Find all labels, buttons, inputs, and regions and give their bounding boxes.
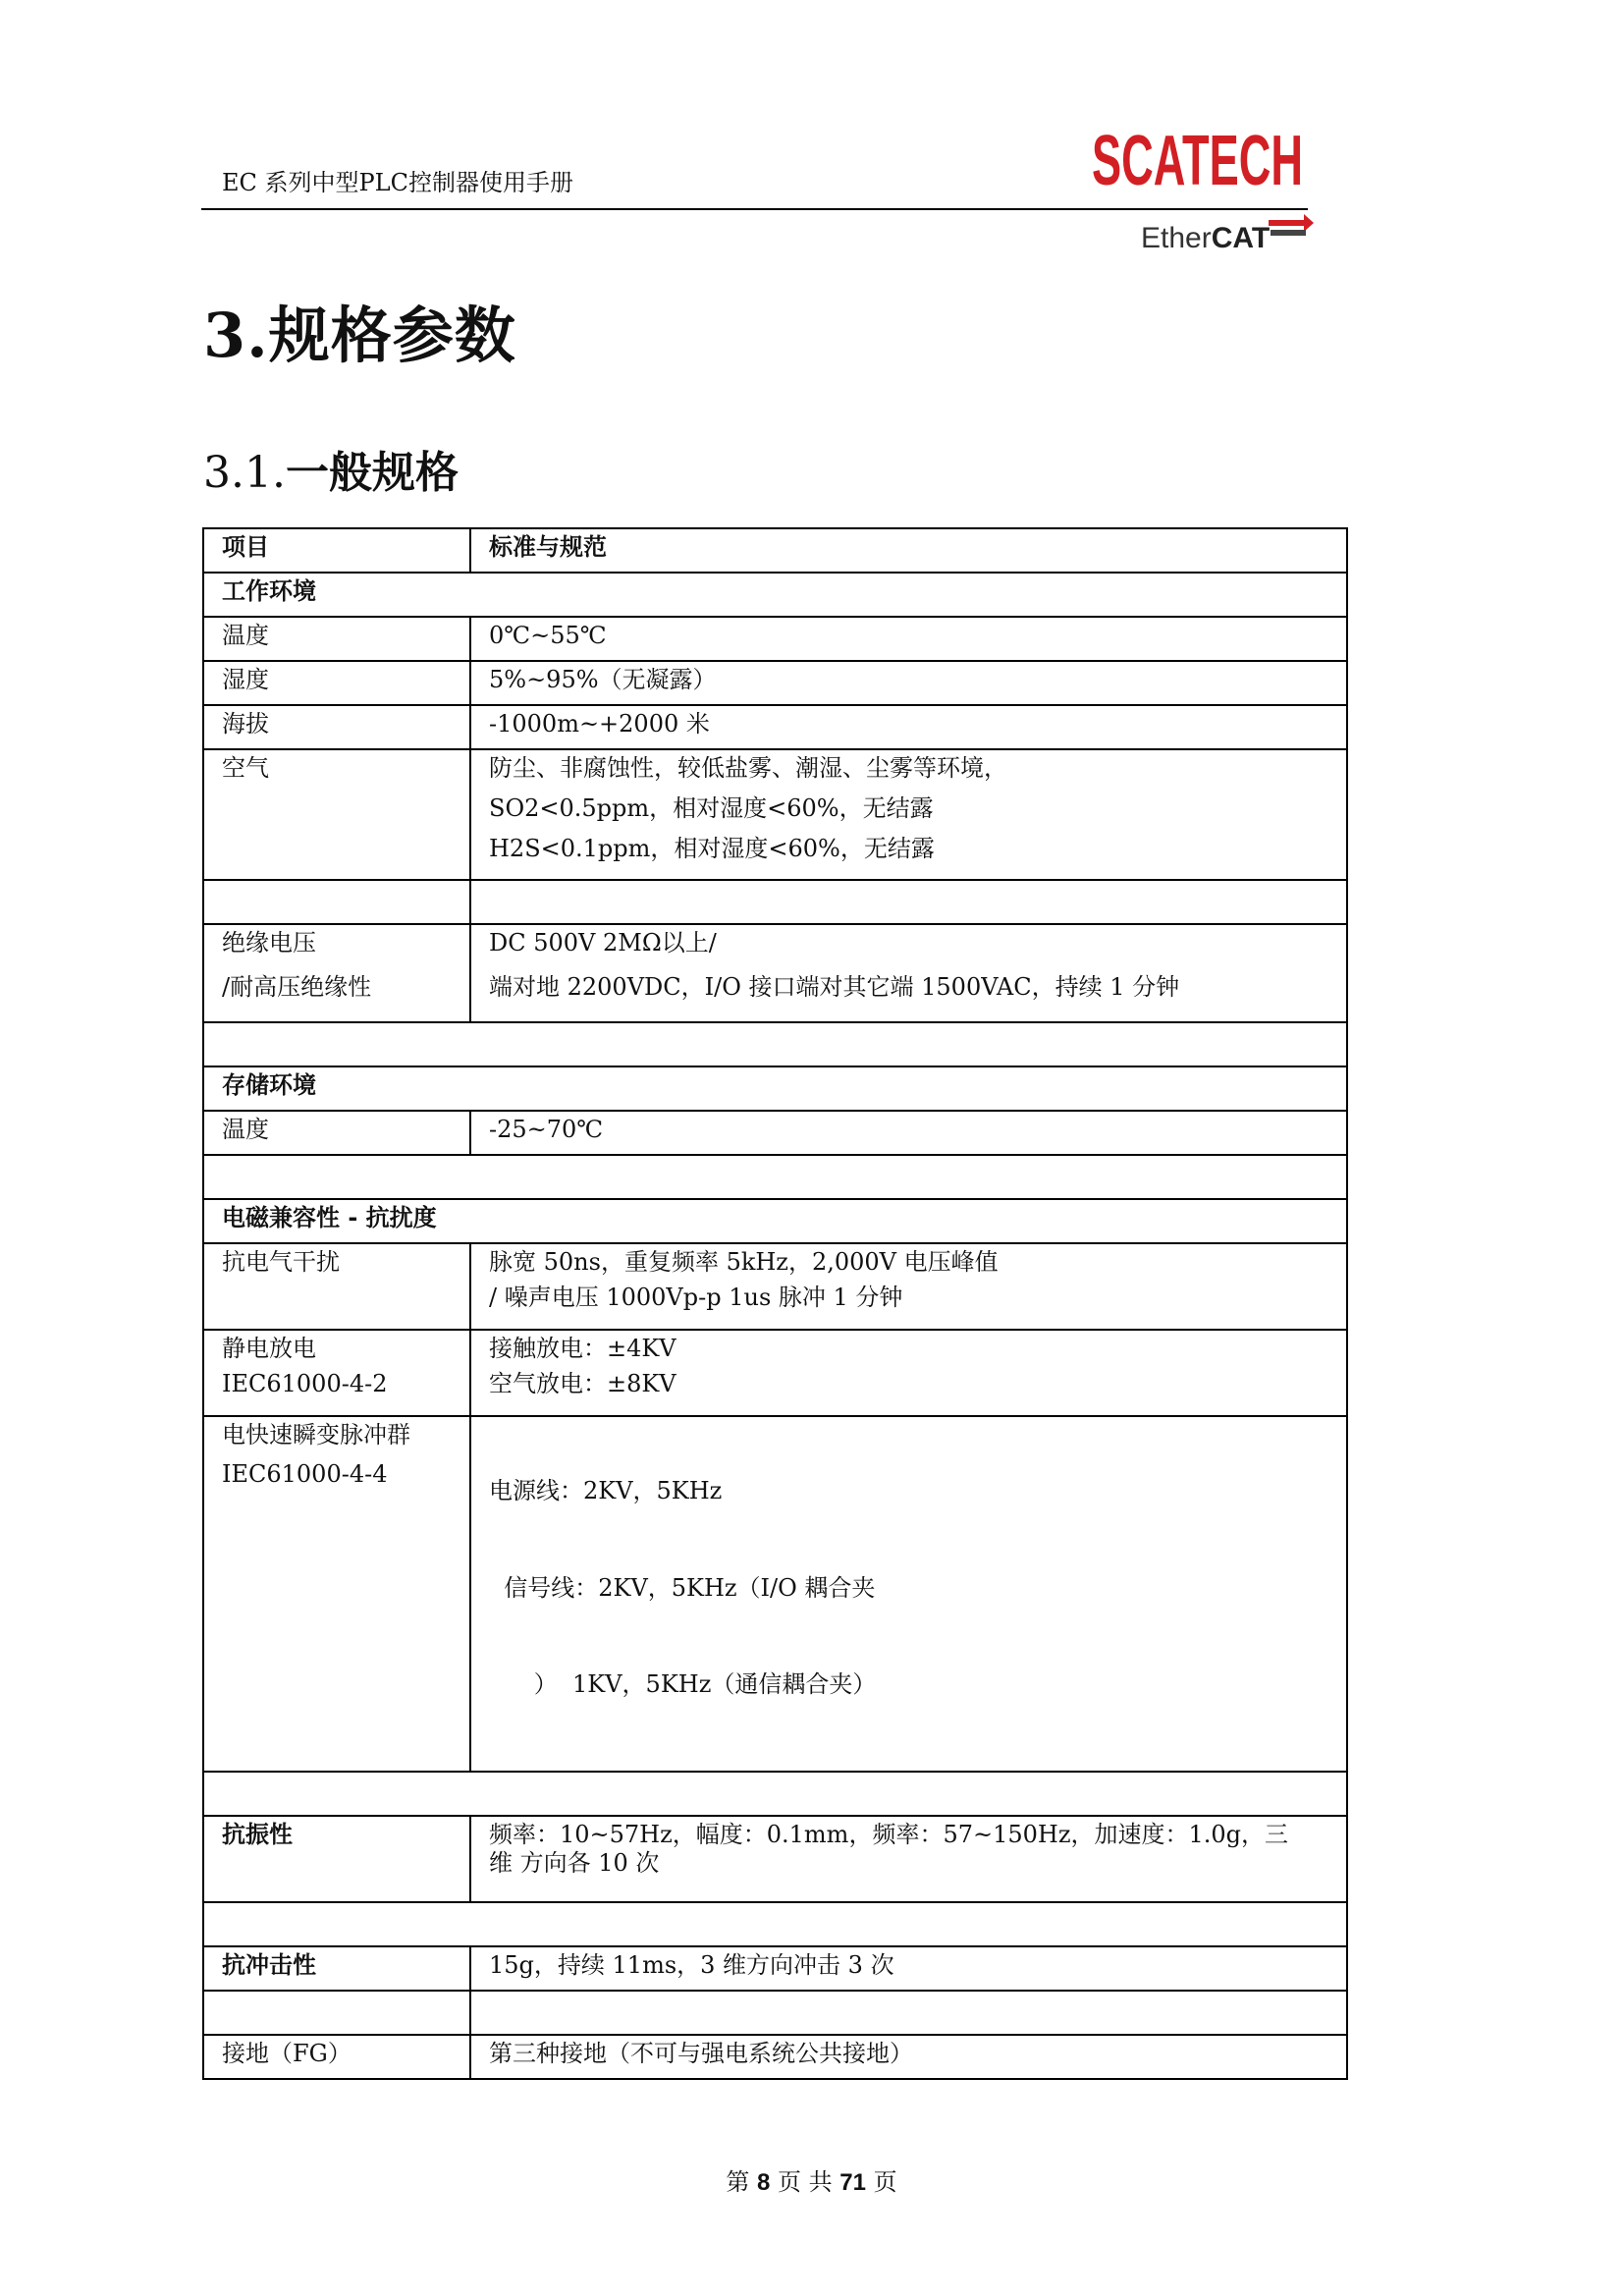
- page-total: 71: [839, 2169, 866, 2196]
- row-label: 接地（FG）: [203, 2035, 470, 2079]
- value-line: ） 1KV，5KHz（通信耦合夹）: [489, 1669, 877, 1698]
- label-line: /耐高压绝缘性: [222, 972, 372, 1001]
- table-header-row: [203, 528, 1347, 573]
- section-row-store: [203, 1066, 1347, 1111]
- empty-row: [203, 880, 1347, 924]
- row-value: [470, 1416, 1347, 1773]
- section-work-env: 工作环境: [203, 573, 1347, 617]
- label-line: 电快速瞬变脉冲群: [222, 1420, 410, 1449]
- empty-row: [203, 1155, 1347, 1199]
- row-label: 温度: [203, 1111, 470, 1155]
- page-number: 8: [757, 2169, 771, 2196]
- value-line: H2S<0.1ppm，相对湿度<60%，无结露: [489, 834, 935, 862]
- table-row: [203, 749, 1347, 880]
- col-header-standard: 标准与规范: [470, 528, 1347, 573]
- value-line: / 噪声电压 1000Vp-p 1us 脉冲 1 分钟: [489, 1284, 903, 1312]
- scatech-logo-text: SCATECH: [1092, 122, 1303, 200]
- empty-row: [203, 1902, 1347, 1946]
- section-heading-3-1: [203, 437, 459, 500]
- value-line: 防尘、非腐蚀性，较低盐雾、潮湿、尘雾等环境，: [489, 754, 1007, 782]
- row-label: [203, 1330, 470, 1416]
- row-value: [470, 1330, 1347, 1416]
- row-label: 空气: [203, 749, 470, 880]
- row-value: [470, 1243, 1347, 1330]
- section-heading-3: 3.规格参数: [203, 300, 516, 371]
- row-value: 0℃~55℃: [470, 617, 1347, 661]
- table-row: [203, 1816, 1347, 1902]
- label-line: 绝缘电压: [222, 929, 316, 957]
- row-value: [470, 924, 1347, 1022]
- label-line: IEC61000-4-4: [222, 1460, 388, 1489]
- row-label: 海拔: [203, 705, 470, 749]
- value-line: 频率：10~57Hz，幅度：0.1mm，频率：57~150Hz，加速度：1.0g，三: [489, 1821, 1289, 1849]
- empty-row: [203, 1772, 1347, 1816]
- header-title: EC 系列中型PLC控制器使用手册: [222, 169, 573, 196]
- row-value: -25~70℃: [470, 1111, 1347, 1155]
- section-emc: 电磁兼容性 - 抗扰度: [203, 1199, 1347, 1243]
- table-row: [203, 617, 1347, 661]
- table-row: [203, 1416, 1347, 1773]
- section-row-emc: [203, 1199, 1347, 1243]
- row-label: 抗振性: [203, 1816, 470, 1902]
- table-row: [203, 1111, 1347, 1155]
- row-value: 第三种接地（不可与强电系统公共接地）: [470, 2035, 1347, 2079]
- table-row: [203, 661, 1347, 705]
- table-row: [203, 705, 1347, 749]
- value-line: DC 500V 2MΩ以上/: [489, 929, 717, 957]
- row-label: 抗冲击性: [203, 1946, 470, 1991]
- row-label: 温度: [203, 617, 470, 661]
- footer-post: 页: [873, 2168, 897, 2196]
- row-value: [470, 749, 1347, 880]
- page-footer: [0, 2162, 1623, 2197]
- col-header-item: 项目: [203, 528, 470, 573]
- ethercat-arrow-icon: [1269, 214, 1314, 232]
- label-line: IEC61000-4-2: [222, 1370, 388, 1398]
- heading2-title: 一般规格: [285, 448, 459, 498]
- value-line: 信号线：2KV，5KHz（I/O 耦合夹: [489, 1573, 876, 1602]
- table-row: [203, 924, 1347, 1022]
- table-row: [203, 1243, 1347, 1330]
- value-line: 接触放电：±4KV: [489, 1334, 676, 1362]
- section-store-env: 存储环境: [203, 1066, 1347, 1111]
- row-value: [470, 1816, 1347, 1902]
- label-line: 静电放电: [222, 1334, 316, 1362]
- table-row: [203, 1330, 1347, 1416]
- value-line: 电源线：2KV，5KHz: [489, 1477, 723, 1505]
- ethercat-logo: [1139, 208, 1316, 257]
- ethercat-logo-light: Ether: [1141, 222, 1212, 254]
- row-label: [203, 1416, 470, 1773]
- footer-pre: 第: [726, 2168, 750, 2196]
- empty-row: [203, 1991, 1347, 2035]
- heading2-num: 3.1.: [203, 448, 286, 498]
- row-label: [203, 924, 470, 1022]
- table-row: [203, 1946, 1347, 1991]
- row-value: -1000m~+2000 米: [470, 705, 1347, 749]
- row-value: 5%~95%（无凝露）: [470, 661, 1347, 705]
- row-value: 15g，持续 11ms，3 维方向冲击 3 次: [470, 1946, 1347, 1991]
- scatech-logo: [1092, 118, 1306, 200]
- footer-mid: 页 共: [778, 2168, 833, 2196]
- empty-row: [203, 1022, 1347, 1066]
- svg-text:EtherCAT: [1141, 222, 1270, 254]
- spec-table: [202, 527, 1348, 2080]
- row-label: 湿度: [203, 661, 470, 705]
- row-label: 抗电气干扰: [203, 1243, 470, 1330]
- ethercat-logo-bold: CAT: [1211, 222, 1271, 254]
- value-line: 空气放电：±8KV: [489, 1370, 676, 1398]
- value-line: 维 方向各 10 次: [489, 1849, 660, 1878]
- section-row-work: [203, 573, 1347, 617]
- table-row: [203, 2035, 1347, 2079]
- value-line: 脉宽 50ns，重复频率 5kHz，2,000V 电压峰值: [489, 1247, 999, 1276]
- value-line: SO2<0.5ppm，相对湿度<60%，无结露: [489, 793, 934, 822]
- value-line: 端对地 2200VDC，I/O 接口端对其它端 1500VAC，持续 1 分钟: [489, 972, 1180, 1001]
